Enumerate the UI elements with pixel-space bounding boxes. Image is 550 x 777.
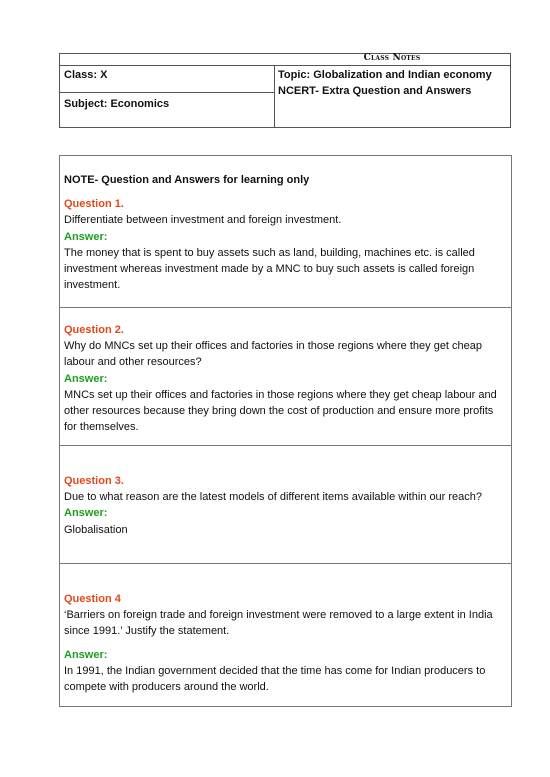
answer-label: Answer: (64, 230, 108, 243)
header-divider-horizontal (60, 92, 274, 93)
subject-label: Subject: Economics (64, 98, 170, 110)
qa-row-2 (60, 308, 511, 446)
header-title-row (60, 54, 510, 66)
ncert-label: NCERT- Extra Question and Answers (278, 85, 472, 97)
answer-text: Globalisation (64, 523, 128, 536)
class-label: Class: X (64, 69, 108, 81)
answer-label: Answer: (64, 372, 108, 385)
question-text: Due to what reason are the latest models of different items available within our reach? (64, 491, 483, 504)
header-title: Class Notes (363, 53, 421, 63)
question-text: Why do MNCs set up their offices and factories in those regions where they get cheap labour and other resources? (64, 340, 483, 369)
question-label: Question 1. (64, 198, 124, 211)
answer-label: Answer: (64, 507, 108, 520)
topic-label: Topic: Globalization and Indian economy (278, 69, 492, 81)
qa-block (64, 591, 503, 695)
qa-row-1 (60, 156, 511, 308)
qa-block (64, 322, 503, 435)
qa-row-4 (60, 564, 511, 708)
question-text: ‘Barriers on foreign trade and foreign investment were removed to a large extent in India since 1991.’ Justify the statement. (64, 609, 493, 638)
header-table (59, 53, 511, 128)
answer-label: Answer: (64, 648, 108, 661)
question-label: Question 2. (64, 324, 124, 336)
question-label: Question 4 (64, 593, 121, 605)
qa-block (64, 473, 503, 538)
note-text: NOTE- Question and Answers for learning only (64, 174, 310, 186)
answer-text: The money that is spent to buy assets such as land, building, machines etc. is called investment whereas investment made by a MNC to buy such assets is called foreign investment. (64, 246, 475, 292)
question-text: Differentiate between investment and foreign investment. (64, 214, 342, 227)
answer-text: MNCs set up their offices and factories in those regions where they get cheap labour and other resources because they bring down the cost of production and ensure more profits for themselves. (64, 388, 497, 434)
header-divider-vertical (274, 65, 275, 127)
qa-block (64, 172, 503, 293)
question-label: Question 3. (64, 475, 124, 487)
qa-row-3 (60, 446, 511, 564)
answer-text: In 1991, the Indian government decided that the time has come for Indian producers to compete with producers around the world. (64, 664, 486, 694)
qa-table (59, 155, 512, 707)
